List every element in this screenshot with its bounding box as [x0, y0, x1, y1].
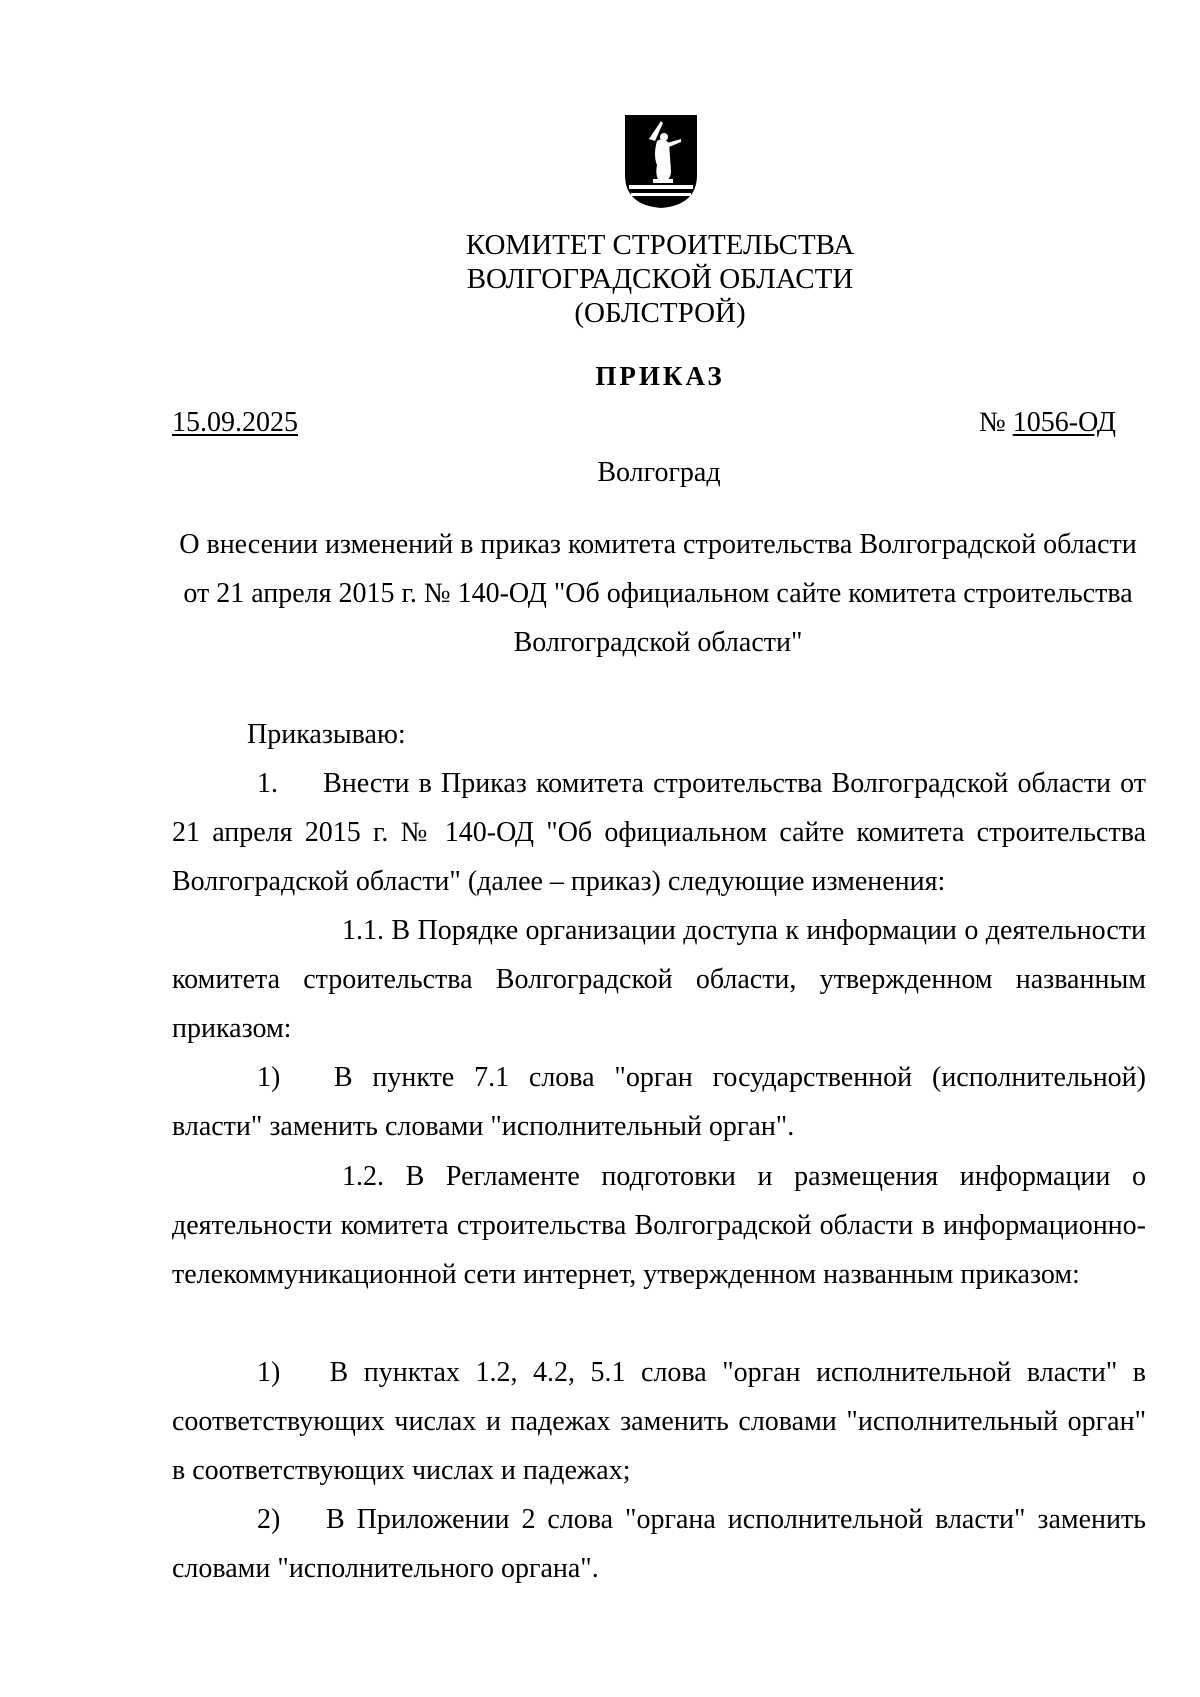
item-1-2: [172, 1152, 1146, 1299]
item-1-1-label: 1.1.: [342, 915, 384, 946]
item-1-text: Внести в Приказ комитета строительства Волгоградской области от 21 апреля 2015 г. № 140-ОД "Об официальном сайте комитета строительства Волгоградской области" (далее – приказ) следующие изменения:: [172, 768, 1147, 897]
item-1-1: [172, 906, 1146, 1053]
document-subject: О внесении изменений в приказ комитета строительства Волгоградской области от 21 апреля 2015 г. № 140-ОД "Об официальном сайте комитета строительства Волгоградской области": [179, 529, 1137, 658]
document-city: Волгоград: [597, 457, 721, 488]
number-prefix: №: [979, 407, 1013, 438]
org-name-line-2: ВОЛГОГРАДСКОЙ ОБЛАСТИ: [466, 263, 854, 295]
item-1-1-1: [172, 1053, 1146, 1151]
item-1-2-text: В Регламенте подготовки и размещения информации о деятельности комитета строительства Волгоградской области в информационно-телекоммуникационной сети интернет, утвержденном названным приказом:: [172, 1161, 1146, 1290]
item-1-2-1-text: В пунктах 1.2, 4.2, 5.1 слова "орган исполнительной власти" в соответствующих числах и падежах заменить словами "исполнительный орган" в соответствующих числах и падежах;: [172, 1357, 1146, 1486]
item-1-label: 1.: [257, 768, 278, 799]
volgograd-coat-of-arms-icon: [623, 113, 699, 210]
order-word: Приказываю:: [247, 719, 406, 750]
item-1-1-1-text: В пункте 7.1 слова "орган государственной (исполнительной) власти" заменить словами "исполнительный орган".: [172, 1062, 1146, 1142]
document-number: [979, 406, 1116, 440]
item-1-2-2-text: В Приложении 2 слова "органа исполнительной власти" заменить словами "исполнительного органа".: [172, 1504, 1147, 1584]
org-name-line-1: КОМИТЕТ СТРОИТЕЛЬСТВА: [465, 229, 855, 261]
item-1-2-1-label: 1): [257, 1357, 281, 1388]
document-date: 15.09.2025: [172, 407, 298, 438]
item-1-1-text: В Порядке организации доступа к информации о деятельности комитета строительства Волгоградской области, утвержденном названным приказом:: [172, 915, 1146, 1044]
item-1: [172, 759, 1146, 906]
item-1-2-2-label: 2): [257, 1504, 281, 1535]
document-title: ПРИКАЗ: [595, 361, 725, 391]
item-1-1-1-label: 1): [257, 1062, 281, 1093]
item-1-2-1: [172, 1348, 1146, 1495]
item-1-2-label: 1.2.: [342, 1161, 384, 1192]
item-1-2-2: [172, 1495, 1146, 1593]
org-name-line-3: (ОБЛСТРОЙ): [574, 297, 746, 329]
number-value: 1056-ОД: [1012, 407, 1116, 438]
